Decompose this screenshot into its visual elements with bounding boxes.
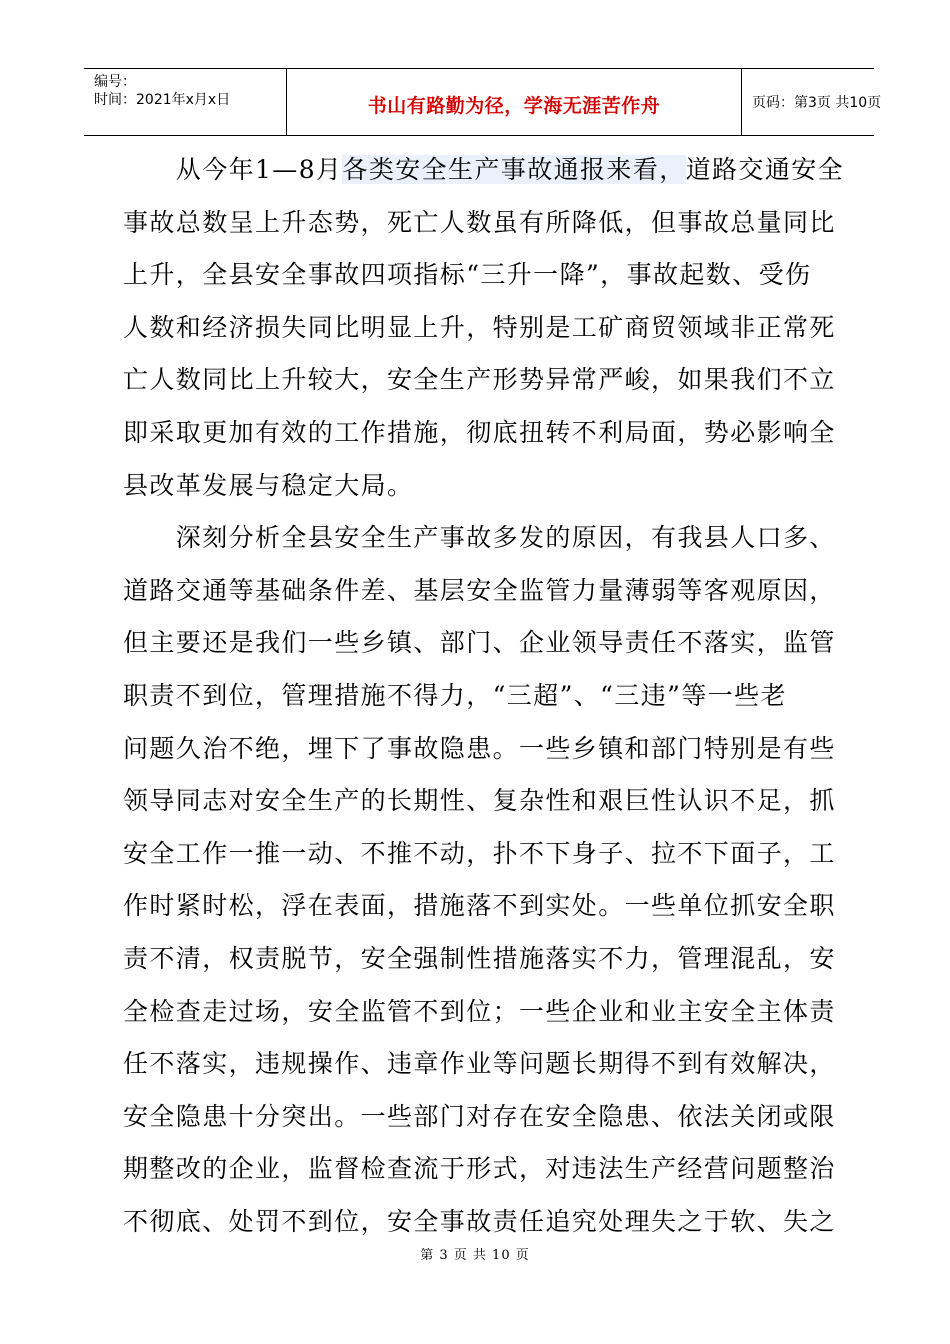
body-text-line: 县改革发展与稳定大局。 [123,470,414,500]
header-page-label: 页码：第3页 共10页 [752,95,882,111]
body-text-line: 作时紧时松，浮在表面，措施落不到实处。一些单位抓安全职 [123,891,836,921]
body-text-line: 事故总数呈上升态势，死亡人数虽有所降低，但事故总量同比 [123,207,836,237]
body-text-line: 领导同志对安全生产的长期性、复杂性和艰巨性认识不足，抓 [123,786,836,816]
line-segment: 从今年1—8月 [123,155,343,184]
body-text-line: 期整改的企业，监督检查流于形式，对违法生产经营问题整治 [123,1154,836,1184]
body-text-line: 道路交通等基础条件差、基层安全监管力量薄弱等客观原因， [123,575,836,605]
body-text-line: 职责不到位，管理措施不得力，“三超”、“三违”等一些老 [123,681,787,710]
document-number-label: 编号： [94,74,136,90]
document-header [84,68,882,136]
page-footer: 第 3 页 共 10 页 [420,1248,530,1263]
body-text-line: 安全工作一推一动、不推不动，扑不下身子、拉不下面子，工 [123,838,836,868]
body-text-line: 安全隐患十分突出。一些部门对存在安全隐患、依法关闭或限 [123,1101,836,1131]
body-text-line: 即采取更加有效的工作措施，彻底扭转不利局面，势必影响全 [123,418,836,447]
header-info-cell [84,69,286,135]
body-text-line: 问题久治不绝，埋下了事故隐患。一些乡镇和部门特别是有些 [123,733,836,763]
line-segment: 道路交通安全 [685,155,845,184]
body-text-line: 深刻分析全县安全生产事故多发的原因，有我县人口多、 [123,523,836,553]
body-text-line: 任不落实，违规操作、违章作业等问题长期得不到有效解决， [123,1049,836,1079]
header-motto-cell [286,69,742,135]
body-text-line: 不彻底、处罚不到位，安全事故责任追究处理失之于软、失之 [123,1207,836,1236]
body-text-line: 全检查走过场，安全监管不到位；一些企业和业主安全主体责 [123,996,836,1026]
body-text-line: 亡人数同比上升较大，安全生产形势异常严峻，如果我们不立 [123,365,836,395]
header-motto: 书山有路勤为径，学海无涯苦作舟 [367,95,661,117]
document-time-label: 时间：2021年x月x日 [94,92,231,108]
body-text-line: 上升，全县安全事故四项指标“三升一降”，事故起数、受伤 [123,260,812,290]
body-text-line: 人数和经济损失同比明显上升，特别是工矿商贸领域非正常死 [123,312,836,342]
body-text-line: 但主要还是我们一些乡镇、部门、企业领导责任不落实，监管 [123,628,836,658]
body-text-line: 责不清，权责脱节，安全强制性措施落实不力，管理混乱，安 [123,944,836,973]
header-page-cell [742,69,882,135]
body-text-line [123,146,844,194]
highlighted-segment: 各类安全生产事故通报来看， [342,155,686,184]
